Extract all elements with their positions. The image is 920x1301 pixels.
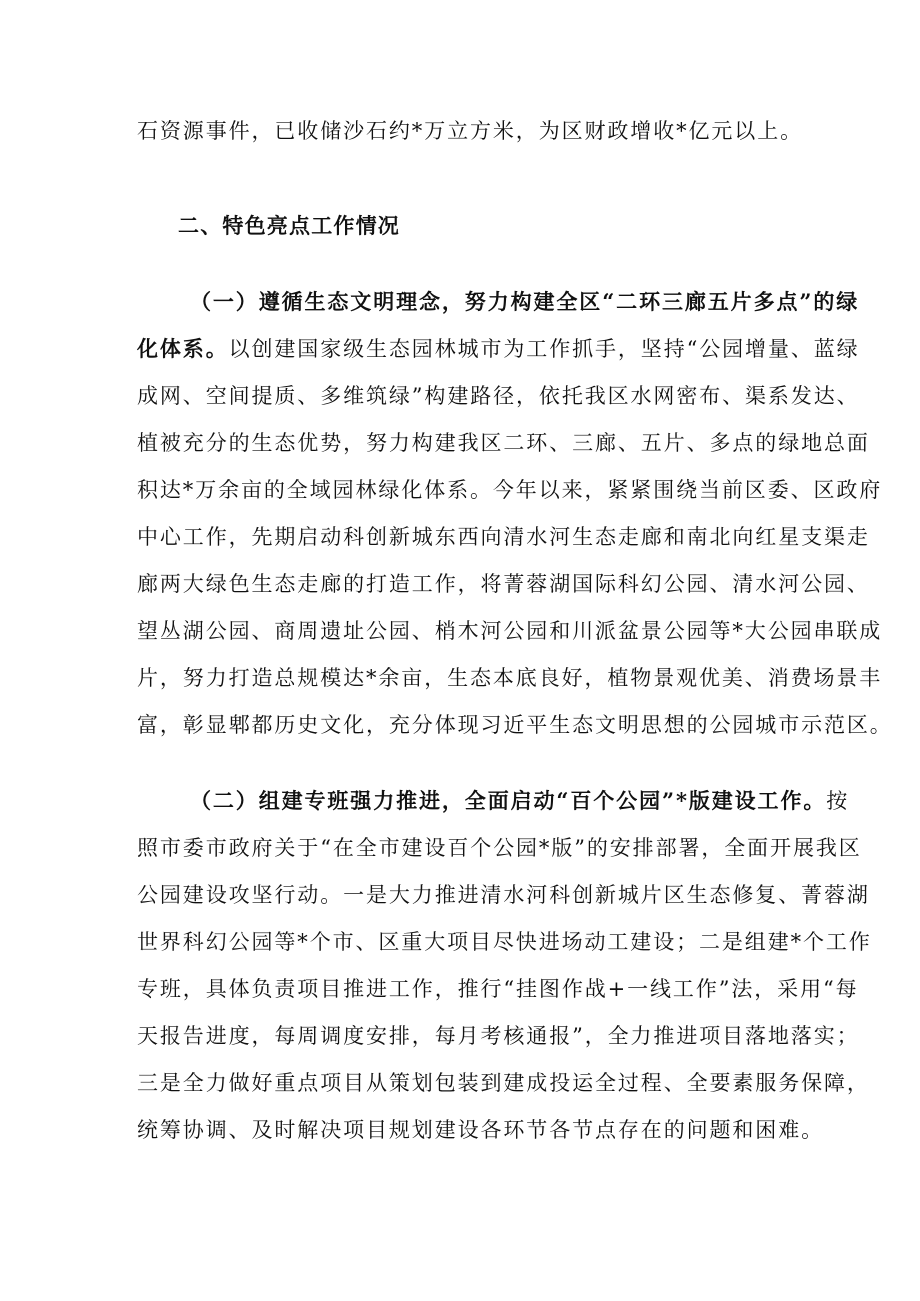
- subheading-text: （一）遵循生态文明理念，努力构建全区“二环三廊五片多点”的绿: [190, 289, 860, 314]
- paragraph-line: [137, 833, 862, 863]
- line-text: 植被充分的生态优势，努力构建我区二环、三廊、五片、多点的绿地总面: [137, 431, 870, 455]
- line-text: 公园建设攻坚行动。一是大力推进清水河科创新城片区生态修复、菁蓉湖: [137, 883, 870, 907]
- paragraph-line: [137, 334, 860, 364]
- paragraph-line: [137, 1115, 824, 1145]
- paragraph-line: [137, 927, 872, 957]
- line-text: 专班，具体负责项目推进工作，推行“挂图作战+一线工作”法，采用“每: [137, 977, 859, 1001]
- line-text: 富，彰显郫都历史文化，充分体现习近平生态文明思想的公园城市示范区。: [137, 713, 893, 737]
- paragraph-line: [137, 116, 803, 146]
- paragraph-line: [137, 974, 859, 1004]
- line-text: 积达*万余亩的全域园林绿化体系。今年以来，紧紧围绕当前区委、区政府: [137, 478, 883, 502]
- line-text: 三是全力做好重点项目从策划包装到建成投运全过程、全要素服务保障，: [137, 1071, 870, 1095]
- line-text: 照市委市政府关于“在全市建设百个公园*版”的安排部署，全面开展我区: [137, 836, 862, 860]
- line-text: 中心工作，先期启动科创新城东西向清水河生态走廊和南北向红星支渠走: [137, 525, 870, 549]
- paragraph-line: [137, 522, 870, 552]
- paragraph-line: [190, 786, 849, 816]
- line-text: 统筹协调、及时解决项目规划建设各环节各节点存在的问题和困难。: [137, 1118, 824, 1142]
- paragraph-line: [137, 710, 893, 740]
- line-text: 按: [826, 789, 850, 813]
- paragraph-line: [137, 381, 860, 411]
- section-heading: [178, 211, 400, 241]
- paragraph-line: [137, 1021, 860, 1051]
- line-text: 石资源事件，已收储沙石约*万立方米，为区财政增收*亿元以上。: [137, 119, 803, 143]
- line-text: 望丛湖公园、商周遗址公园、梢木河公园和川派盆景公园等*大公园串联成: [137, 619, 883, 643]
- paragraph-line: [137, 880, 870, 910]
- line-text: 天报告进度，每周调度安排，每月考核通报”，全力推进项目落地落实；: [137, 1024, 860, 1048]
- paragraph-line: [137, 1068, 870, 1098]
- paragraph-line: [137, 616, 882, 646]
- line-text: 成网、空间提质、多维筑绿”构建路径，依托我区水网密布、渠系发达、: [137, 384, 860, 408]
- paragraph-line: [190, 287, 859, 317]
- paragraph-line: [137, 663, 882, 693]
- line-text: 廊两大绿色生态走廊的打造工作，将菁蓉湖国际科幻公园、清水河公园、: [137, 572, 870, 596]
- line-text: 片，努力打造总规模达*余亩，生态本底良好，植物景观优美、消费场景丰: [137, 666, 883, 690]
- paragraph-line: [137, 475, 882, 505]
- paragraph-line: [137, 569, 870, 599]
- paragraph-line: [137, 428, 870, 458]
- line-text: 世界科幻公园等*个市、区重大项目尽快进场动工建设；二是组建*个工作: [137, 930, 872, 954]
- line-text: 以创建国家级生态园林城市为工作抓手，坚持“公园增量、蓝绿: [228, 337, 860, 361]
- subheading-text: 化体系。: [137, 336, 229, 361]
- subheading-text: （二）组建专班强力推进，全面启动“百个公园”*版建设工作。: [190, 788, 827, 813]
- heading-text: 二、特色亮点工作情况: [178, 213, 400, 238]
